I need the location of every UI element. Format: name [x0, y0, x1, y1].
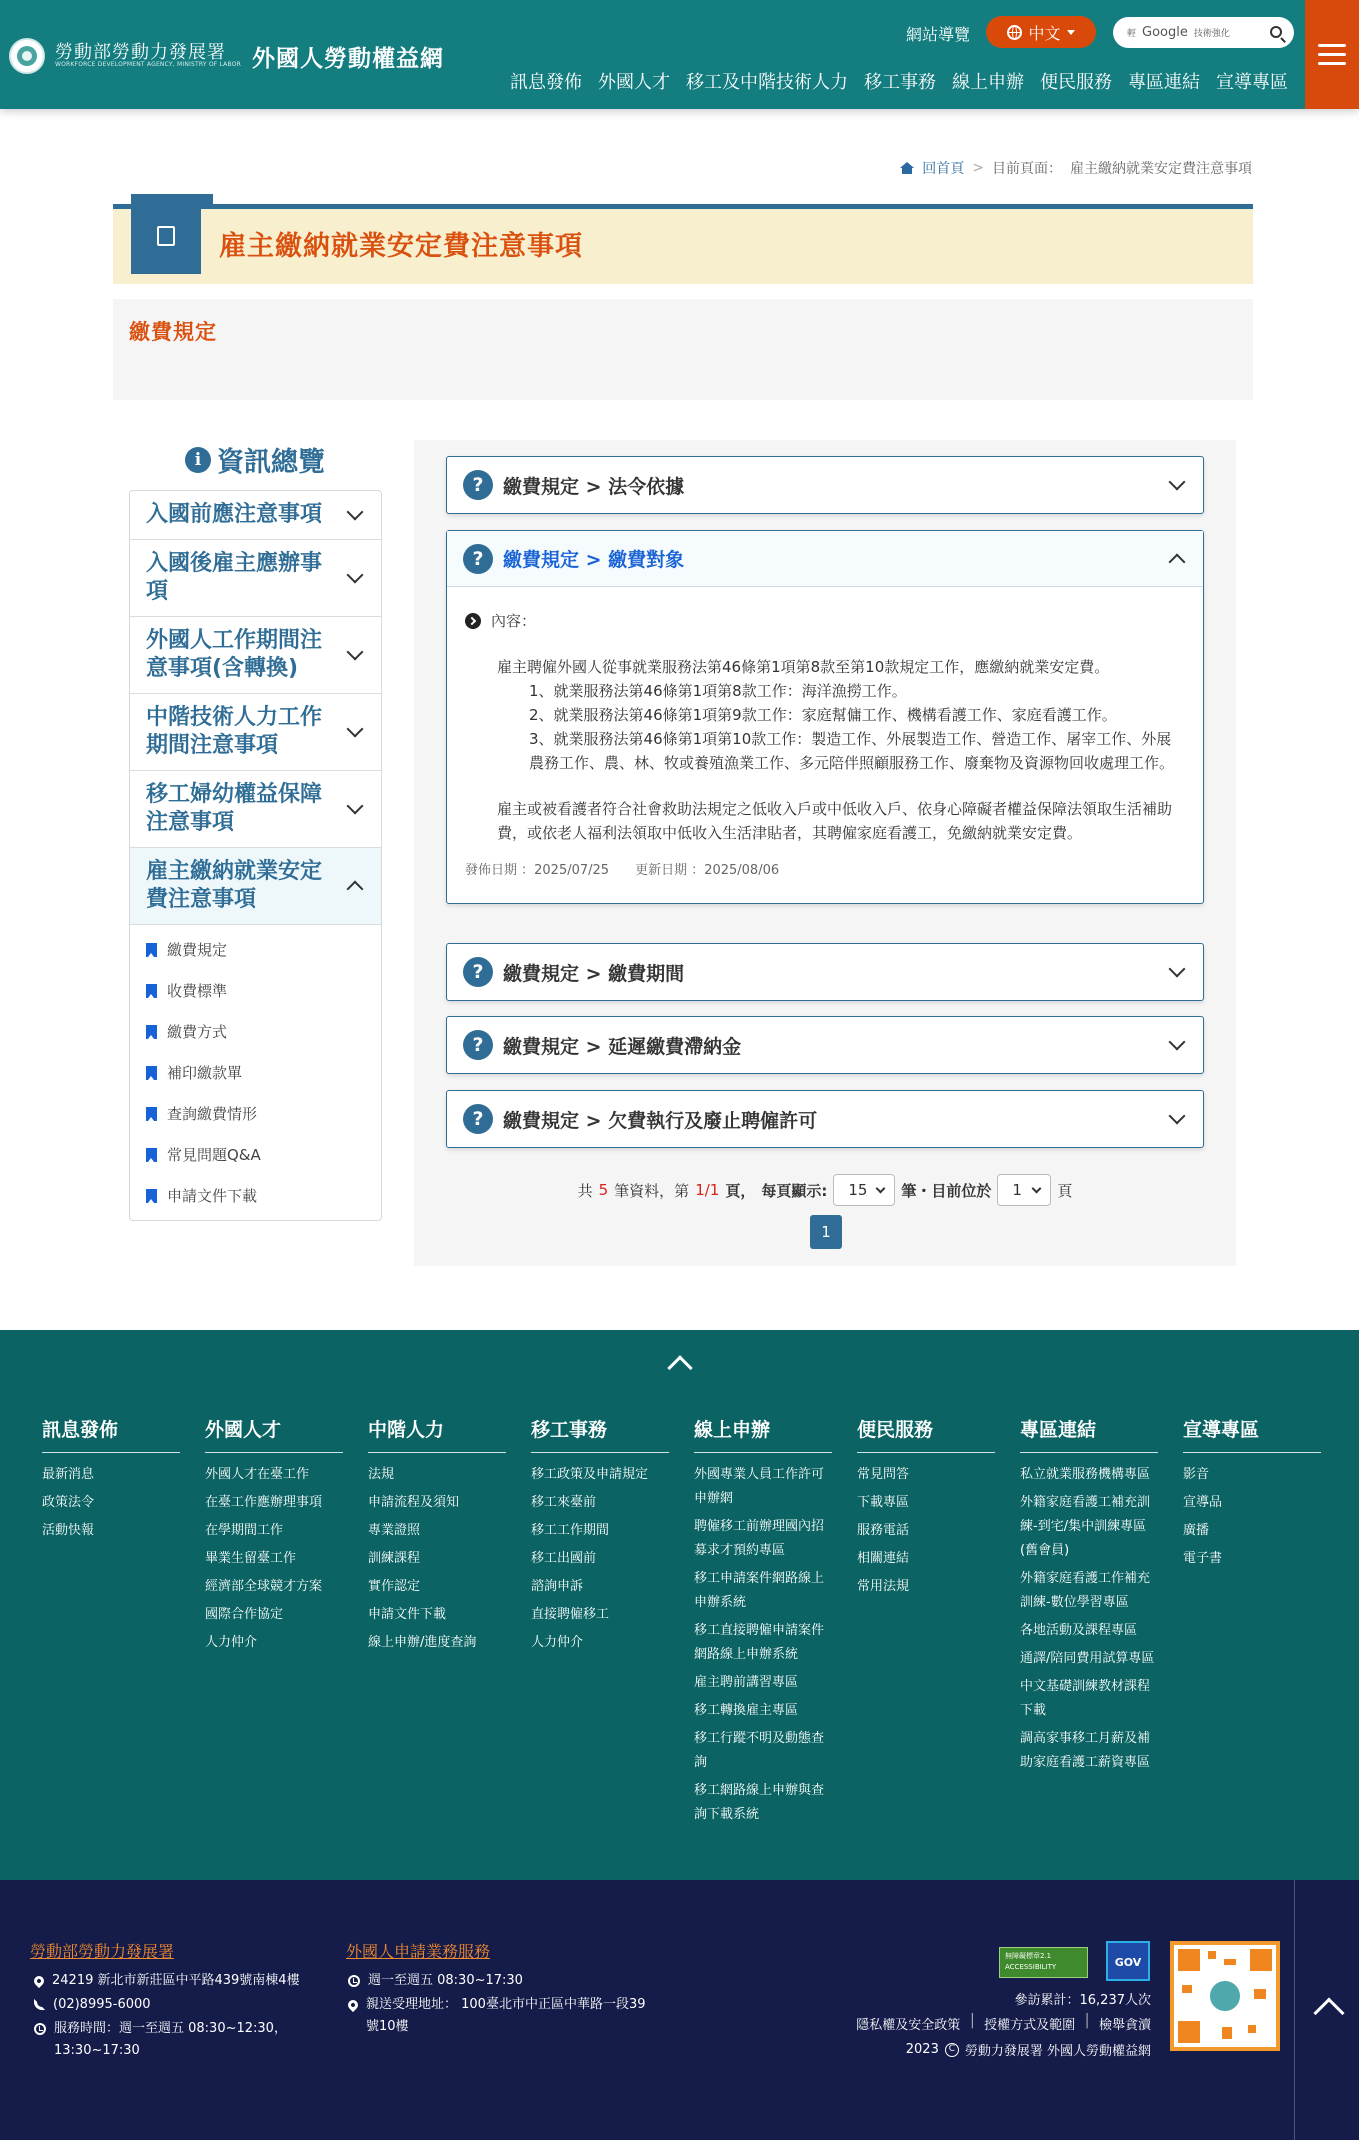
footer-link[interactable]: 經濟部全球競才方案: [205, 1579, 323, 1594]
agency-name[interactable]: 勞動部勞動力發展署: [55, 42, 226, 63]
pager-prefix: 共: [577, 1181, 593, 1200]
footer-link[interactable]: 實作認定: [368, 1579, 421, 1594]
accordion-title: 繳費規定 > 延遲繳費滯納金: [503, 1035, 742, 1058]
footer-link[interactable]: 下載專區: [857, 1495, 910, 1510]
google-label: Google: [1142, 25, 1188, 40]
footer: [0, 1330, 1359, 1880]
per-page-select[interactable]: [833, 1174, 895, 1206]
nav-item-foreign-talent[interactable]: 外國人才: [598, 72, 670, 93]
nav-item-online-apply[interactable]: 線上申辦: [952, 72, 1024, 93]
arrow-circle-icon: [465, 613, 481, 629]
footer-link[interactable]: 國際合作協定: [205, 1607, 284, 1622]
nav-item-services[interactable]: 便民服務: [1040, 72, 1112, 93]
pager-page-fraction: 1/1: [695, 1181, 720, 1199]
breadcrumb: [900, 158, 1252, 178]
bookmark-icon: [146, 1148, 157, 1162]
service-hours: [348, 1970, 523, 1992]
footer-link[interactable]: 申請文件下載: [368, 1607, 447, 1622]
service-hours-text: 週一至週五 08:30~17:30: [368, 1973, 523, 1988]
footer-link[interactable]: 活動快報: [42, 1523, 95, 1538]
sidebar-item-women-children[interactable]: [130, 771, 381, 848]
chevron-down-icon: [1032, 1183, 1042, 1193]
footer-link[interactable]: 申請流程及須知: [368, 1495, 460, 1510]
question-icon: ?: [463, 470, 493, 500]
chevron-down-icon: [876, 1183, 886, 1193]
chevron-up-icon[interactable]: [667, 1355, 692, 1380]
agency-contact-title[interactable]: 勞動部勞動力發展署: [30, 1942, 175, 1961]
footer-link[interactable]: 訓練課程: [368, 1551, 421, 1566]
footer-link[interactable]: 通譯/陪同費用試算專區: [1020, 1651, 1155, 1666]
accordion-item-late-fee[interactable]: [446, 1016, 1204, 1074]
footer-link[interactable]: 最新消息: [42, 1467, 95, 1482]
sitemap-link[interactable]: 網站導覽: [906, 25, 971, 44]
sidebar-title: [185, 440, 325, 479]
sidebar-subitem-payment-rules[interactable]: [130, 929, 381, 970]
agency-phone-text: (02)8995-6000: [53, 1997, 151, 2012]
pager-per-page-label: 每頁顯示:: [761, 1181, 828, 1200]
footer-link[interactable]: 外國人才在臺工作: [205, 1467, 310, 1482]
footer-column-title[interactable]: 宣導專區: [1183, 1415, 1321, 1453]
pager-info: [414, 1174, 1236, 1206]
info-icon: i: [185, 447, 211, 473]
sidebar-subitem-label: 收費標準: [167, 982, 228, 1000]
bookmark-icon: [146, 1025, 157, 1039]
sidebar-item-mid-level[interactable]: [130, 694, 381, 771]
accordion-item-legal-basis[interactable]: [446, 456, 1204, 514]
sidebar-item-label: 外國人工作期間注意事項(含轉換): [146, 628, 323, 681]
footer-link[interactable]: 外國專業人員工作許可申辦網: [694, 1467, 825, 1506]
footer-link[interactable]: 常用法規: [857, 1579, 910, 1594]
accordion-header[interactable]: [447, 531, 1203, 587]
search-small-text: 輕: [1127, 29, 1137, 39]
nav-item-migrant-mid-level[interactable]: 移工及中階技術人力: [686, 72, 848, 93]
chevron-down-icon: [347, 644, 364, 661]
footer-column: [42, 1415, 180, 1545]
accordion-title: 繳費規定 > 法令依據: [503, 475, 685, 498]
clock-icon: [34, 2023, 46, 2035]
footer-column: [1183, 1415, 1321, 1573]
footer-link[interactable]: 移工申請案件網路線上申辦系統: [694, 1571, 825, 1610]
accordion-title: 繳費規定 > 欠費執行及廢止聘僱許可: [503, 1109, 818, 1132]
sidebar-subitem-faq[interactable]: [130, 1134, 381, 1175]
service-address: [348, 1994, 658, 2038]
accordion-header[interactable]: [447, 1017, 1203, 1073]
content-paragraph: 雇主聘僱外國人從事就業服務法第46條第1項第8款至第10款規定工作，應繳納就業安定費。: [497, 658, 1110, 676]
sidebar-submenu: [130, 925, 381, 1220]
agency-address-text: 24219 新北市新莊區中平路439號南棟4樓: [52, 1973, 300, 1988]
footer-column-title[interactable]: 外國人才: [205, 1415, 343, 1453]
footer-column-title[interactable]: 移工事務: [531, 1415, 669, 1453]
question-icon: ?: [463, 957, 493, 987]
hamburger-menu-icon[interactable]: [1305, 0, 1359, 109]
chevron-down-icon: [347, 504, 364, 521]
sidebar-subitem-label: 繳費規定: [167, 941, 228, 959]
footer-link[interactable]: 移工行蹤不明及動態查詢: [694, 1731, 825, 1770]
accordion-body: [447, 587, 1203, 903]
location-pin-icon: [346, 1998, 360, 2012]
search-input[interactable]: [1113, 17, 1294, 48]
meta-dates: [465, 859, 1185, 883]
bookmark-icon: [146, 1107, 157, 1121]
page-select[interactable]: [997, 1174, 1051, 1206]
license-link[interactable]: 授權方式及範圍: [984, 2018, 1076, 2033]
agency-address: [34, 1970, 300, 1992]
footer-link[interactable]: 外籍家庭看護工補充訓練-到宅/集中訓練專區(舊會員): [1020, 1495, 1151, 1558]
footer-column: [694, 1415, 832, 1829]
sidebar-subitem-fee-standard[interactable]: [130, 970, 381, 1011]
pager-page-suffix: 頁，: [725, 1181, 756, 1200]
footer-link[interactable]: 影音: [1183, 1467, 1210, 1482]
chevron-down-icon: [1169, 961, 1186, 978]
copyright-year: 2023: [905, 2042, 939, 2057]
list-item: 3、就業服務法第46條第1項第10款工作：製造工作、外展製造工作、營造工作、屠宰工作、外展農務工作、農、林、牧或養殖漁業工作、多元陪伴照顧服務工作、廢棄物及資源物回收處理工作。: [529, 730, 1175, 772]
phone-icon: [34, 1999, 45, 2010]
sidebar-subitem-label: 繳費方式: [167, 1023, 228, 1041]
site-title[interactable]: 外國人勞動權益網: [252, 46, 444, 72]
breadcrumb-home[interactable]: 回首頁: [922, 161, 965, 177]
nav-item-migrant-affairs[interactable]: 移工事務: [864, 72, 936, 93]
agency-hours-text: 服務時間：週一至週五 08:30~12:30，13:30~17:30: [54, 2021, 287, 2058]
pager-total: 5: [598, 1181, 609, 1199]
footer-link[interactable]: 調高家事移工月薪及補助家庭看護工薪資專區: [1020, 1731, 1151, 1770]
copyright-text: 勞動力發展署 外國人勞動權益網: [964, 2044, 1151, 2059]
chevron-down-icon: [347, 567, 364, 584]
chevron-down-icon: [347, 798, 364, 815]
sidebar-subitem-payment-method[interactable]: [130, 1011, 381, 1052]
footer-link[interactable]: 雇主聘前講習專區: [694, 1675, 799, 1690]
gov-badge[interactable]: GOV: [1106, 1941, 1150, 1981]
footer-link[interactable]: 政策法令: [42, 1495, 95, 1510]
footer-link[interactable]: 移工工作期間: [531, 1523, 610, 1538]
section-box: [113, 299, 1253, 400]
copyright: [906, 2040, 1151, 2059]
accordion-item-payment-period[interactable]: [446, 943, 1204, 1001]
publish-date: 發佈日期 ：2025/07/25: [465, 863, 610, 878]
footer-link[interactable]: 聘僱移工前辦理國內招募求才預約專區: [694, 1519, 825, 1558]
sidebar-subitem-label: 查詢繳費情形: [167, 1105, 258, 1123]
per-page-value: 15: [848, 1181, 868, 1199]
bookmark-icon: [146, 1189, 157, 1203]
sidebar-item-before-entry[interactable]: [130, 491, 381, 540]
nav-item-promotion[interactable]: 宣導專區: [1216, 72, 1288, 93]
footer-link[interactable]: 相關連結: [857, 1551, 910, 1566]
chevron-up-icon: [1169, 553, 1186, 570]
footer-column: [857, 1415, 995, 1601]
list-item: 2、就業服務法第46條第1項第9款工作：家庭幫傭工作、機構看護工作、家庭看護工作。: [529, 706, 1117, 724]
content-paragraph: 雇主或被看護者符合社會救助法規定之低收入戶或中低收入戶、依身心障礙者權益保障法領取生活補助費，或依老人福利法領取中低收入生活津貼者，其聘僱家庭看護工，免繳納就業安定費。: [497, 800, 1173, 842]
content-panel: [414, 440, 1236, 1266]
footer-link[interactable]: 宣導品: [1183, 1495, 1223, 1510]
sidebar-subitem-label: 補印繳款單: [167, 1064, 243, 1082]
footer-column-title[interactable]: 訊息發佈: [42, 1415, 180, 1453]
main-nav: [502, 68, 1296, 94]
visit-counter: 參訪累計：16,237人次: [1014, 1993, 1151, 2008]
chevron-down-icon: [1169, 474, 1186, 491]
accordion-title: 繳費規定 > 繳費期間: [503, 962, 685, 985]
nav-item-links[interactable]: 專區連結: [1128, 72, 1200, 93]
search-icon[interactable]: [1270, 26, 1282, 38]
page-title: 雇主繳納就業安定費注意事項: [219, 231, 583, 262]
footer-link[interactable]: 法規: [368, 1467, 395, 1482]
content-label: [465, 609, 1185, 633]
service-title[interactable]: 外國人申請業務服務: [346, 1942, 491, 1961]
location-pin-icon: [32, 1974, 46, 1988]
footer-link[interactable]: 線上申辦/進度查詢: [368, 1635, 477, 1650]
agency-logo[interactable]: [9, 38, 45, 74]
accordion-title: 繳費規定 > 繳費對象: [503, 549, 685, 571]
vertical-divider: [1294, 1880, 1295, 2140]
footer-link[interactable]: 在學期間工作: [205, 1523, 284, 1538]
footer-link[interactable]: 各地活動及課程專區: [1020, 1623, 1138, 1638]
title-tab: [131, 196, 201, 274]
footer-link[interactable]: 移工出國前: [531, 1551, 597, 1566]
clock-icon: [348, 1975, 360, 1987]
page-button-1[interactable]: 1: [810, 1215, 842, 1249]
breadcrumb-current: 雇主繳納就業安定費注意事項: [1070, 161, 1252, 177]
breadcrumb-current-label: 目前頁面：: [992, 161, 1062, 177]
footer-link[interactable]: 直接聘僱移工: [531, 1607, 610, 1622]
agency-english-name: WORKFORCE DEVELOPMENT AGENCY, MINISTRY OF LABOR: [55, 61, 241, 68]
language-label: 中文: [1028, 23, 1061, 43]
pager-position-label: 筆・目前位於: [901, 1181, 992, 1200]
home-icon[interactable]: [900, 162, 914, 174]
document-icon: [157, 226, 175, 246]
report-corruption-link[interactable]: 檢舉貪瀆: [1098, 2018, 1151, 2033]
privacy-link[interactable]: 隱私權及安全政策: [856, 2018, 961, 2033]
sidebar-subitem-reprint-bill[interactable]: [130, 1052, 381, 1093]
pager-page-unit: 頁: [1057, 1181, 1073, 1200]
chevron-down-icon: [347, 721, 364, 738]
footer-column-title[interactable]: 中階人力: [368, 1415, 506, 1453]
sidebar-item-label: 移工婦幼權益保障注意事項: [146, 782, 323, 835]
footer-link[interactable]: 服務電話: [857, 1523, 910, 1538]
sidebar-item-stabilization-fee[interactable]: [130, 848, 381, 925]
sidebar-item-label: 入國後雇主應辦事項: [146, 551, 323, 604]
agency-hours: [34, 2018, 294, 2062]
nav-item-news[interactable]: 訊息發佈: [510, 72, 582, 93]
footer-link[interactable]: 專業證照: [368, 1523, 421, 1538]
footer-column: [531, 1415, 669, 1657]
footer-column: [368, 1415, 506, 1657]
bottom-bar: [0, 1880, 1359, 2140]
sidebar-item-work-period[interactable]: [130, 617, 381, 694]
list-item: 1、就業服務法第46條第1項第8款工作：海洋漁撈工作。: [529, 682, 907, 700]
bookmark-icon: [146, 984, 157, 998]
footer-link[interactable]: 中文基礎訓練教材課程下載: [1020, 1679, 1151, 1718]
footer-link[interactable]: 人力仲介: [531, 1635, 584, 1650]
content-label-text: 內容：: [491, 612, 537, 630]
footer-link[interactable]: 諮詢申訴: [531, 1579, 584, 1594]
footer-link[interactable]: 常見問答: [857, 1467, 910, 1482]
section-heading: 繳費規定: [129, 320, 217, 344]
footer-link[interactable]: 移工政策及申請規定: [531, 1467, 649, 1482]
sidebar-subitem-downloads[interactable]: [130, 1175, 381, 1216]
footer-link[interactable]: 私立就業服務機構專區: [1020, 1467, 1151, 1482]
footer-link[interactable]: 電子書: [1183, 1551, 1223, 1566]
bottom-links: 隱私權及安全政策 │ 授權方式及範圍 │ 檢舉貪瀆: [856, 2014, 1151, 2033]
bookmark-icon: [146, 943, 157, 957]
bookmark-icon: [146, 1066, 157, 1080]
footer-link[interactable]: 畢業生留臺工作: [205, 1551, 297, 1566]
accordion-item-payers[interactable]: [446, 530, 1204, 904]
chevron-down-icon: [1169, 1108, 1186, 1125]
breadcrumb-separator: >: [972, 160, 984, 176]
search-powered-text: 技術強化: [1193, 29, 1230, 39]
accordion-header[interactable]: [447, 944, 1203, 1000]
footer-link[interactable]: 移工直接聘僱申請案件網路線上申辦系統: [694, 1623, 825, 1662]
content-list: [465, 679, 1185, 775]
sidebar-item-label: 入國前應注意事項: [146, 502, 323, 527]
footer-column-title[interactable]: 專區連結: [1020, 1415, 1158, 1453]
pager-records-text: 筆資料，第: [614, 1181, 690, 1200]
page-select-value: 1: [1012, 1181, 1022, 1199]
footer-column: [205, 1415, 343, 1657]
question-icon: ?: [463, 1104, 493, 1134]
accessibility-badge[interactable]: 無障礙標章2.1 ACCESSIBILITY: [999, 1947, 1088, 1978]
copyright-icon: C: [945, 2043, 959, 2057]
accordion-header[interactable]: [447, 457, 1203, 513]
caret-down-icon: [1067, 30, 1075, 35]
footer-column-title[interactable]: 便民服務: [857, 1415, 995, 1453]
agency-phone: [34, 1994, 151, 2016]
footer-column: [1020, 1415, 1158, 1777]
question-icon: ?: [463, 1030, 493, 1060]
footer-link[interactable]: 在臺工作應辦理事項: [205, 1495, 323, 1510]
chevron-down-icon: [1169, 1034, 1186, 1051]
footer-link[interactable]: 移工網路線上申辦與查詢下載系統: [694, 1783, 825, 1822]
language-button[interactable]: [986, 16, 1096, 48]
chevron-up-icon: [347, 881, 364, 898]
footer-link[interactable]: 人力仲介: [205, 1635, 258, 1650]
globe-icon: [1007, 25, 1022, 40]
question-icon: ?: [463, 544, 493, 574]
site-header: [0, 0, 1359, 109]
sidebar-subitem-payment-status[interactable]: [130, 1093, 381, 1134]
accordion-header[interactable]: [447, 1091, 1203, 1147]
sidebar-subitem-label: 常見問題Q&A: [167, 1146, 261, 1164]
service-address-text: 親送受理地址： 100臺北市中正區中華路一段39號10樓: [366, 1997, 646, 2034]
sidebar-item-label: 雇主繳納就業安定費注意事項: [146, 859, 323, 912]
qr-code: [1170, 1941, 1280, 2051]
sidebar-subitem-label: 申請文件下載: [167, 1187, 258, 1205]
footer-link[interactable]: 廣播: [1183, 1523, 1210, 1538]
update-date: 更新日期 ：2025/08/06: [635, 863, 780, 878]
sidebar-item-after-entry[interactable]: [130, 540, 381, 617]
footer-link[interactable]: 移工來臺前: [531, 1495, 597, 1510]
sidebar: [129, 490, 382, 1221]
sidebar-item-label: 中階技術人力工作期間注意事項: [146, 705, 323, 758]
accordion-item-enforcement[interactable]: [446, 1090, 1204, 1148]
footer-link[interactable]: 外籍家庭看護工作補充訓練-數位學習專區: [1020, 1571, 1151, 1610]
footer-link[interactable]: 移工轉換雇主專區: [694, 1703, 799, 1718]
sidebar-title-label: 資訊總覽: [217, 447, 325, 478]
footer-column-title[interactable]: 線上申辦: [694, 1415, 832, 1453]
